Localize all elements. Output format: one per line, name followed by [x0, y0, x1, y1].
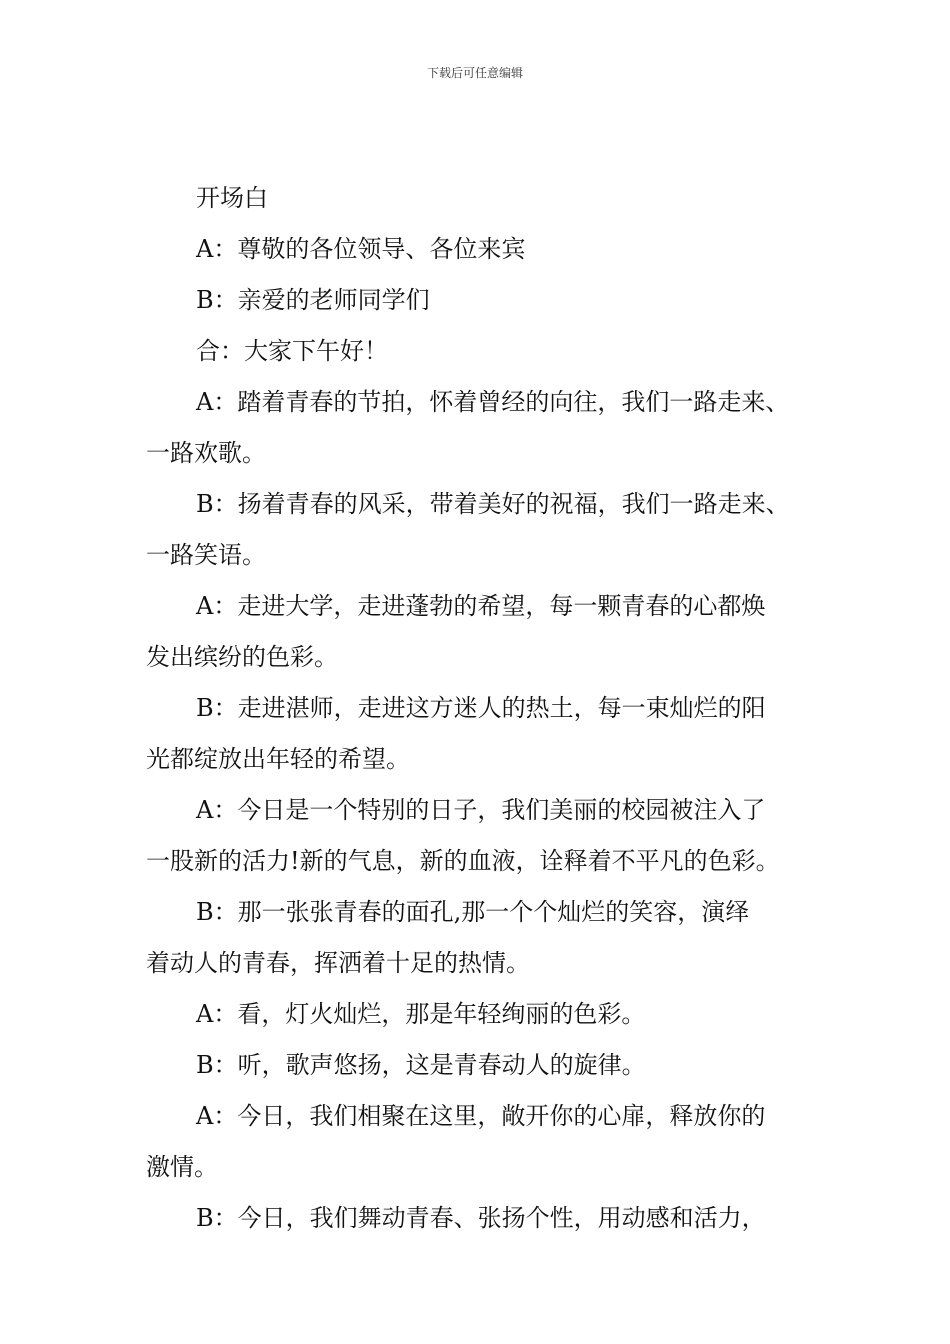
paragraph-line: B：听，歌声悠扬，这是青春动人的旋律。	[196, 1051, 646, 1079]
paragraph-line: B：今日，我们舞动青春、张扬个性，用动感和活力，	[196, 1204, 766, 1232]
paragraph-line: A：今日，我们相聚在这里，敞开你的心扉，释放你的	[196, 1102, 766, 1130]
paragraph-line-cont: 一股新的活力!新的气息，新的血液，诠释着不平凡的色彩。	[146, 847, 780, 875]
paragraph-line: A：看，灯火灿烂，那是年轻绚丽的色彩。	[196, 1000, 646, 1028]
paragraph-line-cont: 一路笑语。	[146, 541, 266, 569]
paragraph-line: A：踏着青春的节拍，怀着曾经的向往，我们一路走来、	[196, 388, 790, 416]
paragraph-line: A：走进大学，走进蓬勃的希望，每一颗青春的心都焕	[196, 592, 766, 620]
paragraph-line: A：今日是一个特别的日子，我们美丽的校园被注入了	[196, 796, 766, 824]
paragraph-line: 合：大家下午好！	[196, 337, 388, 365]
paragraph-line: B：亲爱的老师同学们	[196, 286, 430, 314]
paragraph-line-cont: 发出缤纷的色彩。	[146, 643, 338, 671]
section-title: 开场白	[196, 184, 268, 212]
paragraph-line-cont: 着动人的青春，挥洒着十足的热情。	[146, 949, 530, 977]
paragraph-line-cont: 一路欢歌。	[146, 439, 266, 467]
paragraph-line-cont: 激情。	[146, 1153, 218, 1181]
paragraph-line: B：走进湛师，走进这方迷人的热土，每一束灿烂的阳	[196, 694, 766, 722]
paragraph-line: B：那一张张青春的面孔,那一个个灿烂的笑容，演绎	[196, 898, 750, 926]
paragraph-line-cont: 光都绽放出年轻的希望。	[146, 745, 410, 773]
paragraph-line: A：尊敬的各位领导、各位来宾	[196, 235, 526, 263]
page-header-note: 下载后可任意编辑	[426, 66, 523, 80]
paragraph-line: B：扬着青春的风采，带着美好的祝福，我们一路走来、	[196, 490, 790, 518]
